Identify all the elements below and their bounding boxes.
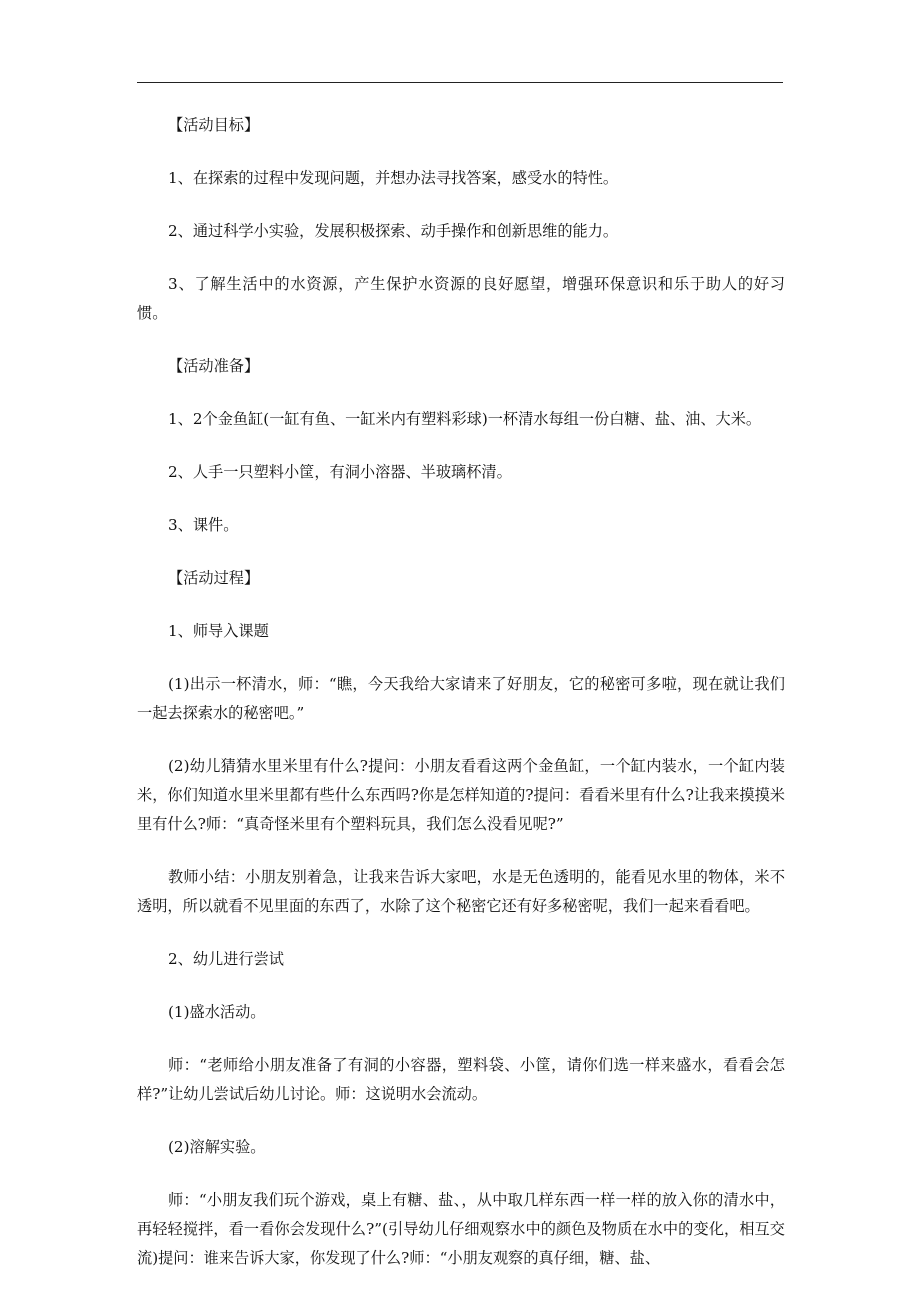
paragraph: 2、幼儿进行尝试	[168, 950, 284, 968]
document-body	[137, 111, 785, 1297]
paragraph: (1)出示一杯清水，师：“瞧，今天我给大家请来了好朋友，它的秘密可多啦，现在就让我们一起去探索水的秘密吧。”	[137, 675, 785, 722]
paragraph: (2)幼儿猜猜水里米里有什么?提问：小朋友看看这两个金鱼缸，一个缸内装水，一个缸内装米，你们知道水里米里都有些什么东西吗?你是怎样知道的?提问：看看米里有什么?让我来摸摸米里有什么?师：“真奇怪米里有个塑料玩具，我们怎么没看见呢?”	[137, 757, 785, 833]
section-heading-process: 【活动过程】	[168, 569, 260, 587]
header-rule	[137, 82, 783, 83]
paragraph: 1、在探索的过程中发现问题，并想办法寻找答案，感受水的特性。	[168, 169, 619, 187]
paragraph: 3、课件。	[168, 516, 239, 534]
paragraph: (2)溶解实验。	[168, 1138, 266, 1156]
paragraph: 教师小结：小朋友别着急，让我来告诉大家吧，水是无色透明的，能看见水里的物体，米不透明，所以就看不见里面的东西了，水除了这个秘密它还有好多秘密呢，我们一起来看看吧。	[137, 868, 785, 915]
section-heading-goals: 【活动目标】	[168, 116, 260, 134]
paragraph: 1、师导入课题	[168, 622, 269, 640]
paragraph: 师：“老师给小朋友准备了有洞的小容器，塑料袋、小筐，请你们选一样来盛水，看看会怎样?”让幼儿尝试后幼儿讨论。师：这说明水会流动。	[137, 1056, 785, 1103]
section-heading-preparation: 【活动准备】	[168, 357, 260, 375]
paragraph: 师：“小朋友我们玩个游戏，桌上有糖、盐、，从中取几样东西一样一样的放入你的清水中，再轻轻搅拌，看一看你会发现什么?”(引导幼儿仔细观察水中的颜色及物质在水中的变化，相互交流)提问：谁来告诉大家，你发现了什么?师：“小朋友观察的真仔细，糖、盐、	[137, 1191, 785, 1267]
paragraph: 2、通过科学小实验，发展积极探索、动手操作和创新思维的能力。	[168, 222, 619, 240]
paragraph: (1)盛水活动。	[168, 1003, 266, 1021]
paragraph: 2、人手一只塑料小筐，有洞小溶器、半玻璃杯清。	[168, 463, 512, 481]
paragraph: 3、了解生活中的水资源，产生保护水资源的良好愿望，增强环保意识和乐于助人的好习惯。	[137, 275, 785, 322]
paragraph: 1、2个金鱼缸(一缸有鱼、一缸米内有塑料彩球)一杯清水每组一份白糖、盐、油、大米。	[168, 410, 762, 428]
